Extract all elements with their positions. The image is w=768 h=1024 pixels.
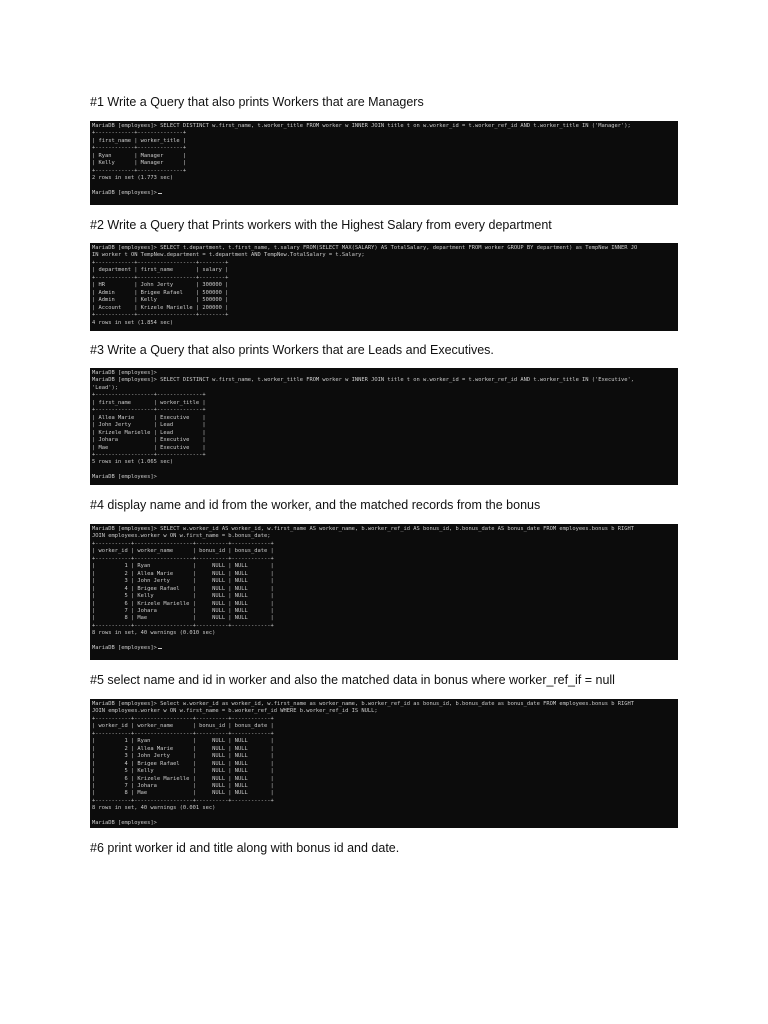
terminal-line: | Account | Krizele Marielle | 200000 | [92,304,229,311]
terminal-line: | 3 | John Jerty | NULL | NULL | [92,578,274,585]
terminal-line: MariaDB [employees]> SELECT DISTINCT w.first_name, t.worker_title FROM worker w INNER JOIN title t on w.worker_id = t.worker_ref_id AND t.worker_title IN ('Manager'); [92,123,631,129]
terminal-line: | 2 | Allea Marie | NULL | NULL | [92,745,274,752]
terminal-line: JOIN employees.worker w ON w.first_name = b.bonus_date; [92,533,271,540]
terminal-line: | Kelly | Manager | [92,160,187,167]
terminal-line: +------------+------------------+--------+ [92,312,229,319]
terminal-line: 5 rows in set (1.065 sec) [92,459,174,466]
terminal-line: | Admin | Kelly | 500000 | [92,297,229,304]
terminal-line: | 4 | Brigee Rafael | NULL | NULL | [92,585,274,592]
section-5-terminal-screenshot [90,699,678,828]
terminal-line: | 5 | Kelly | NULL | NULL | [92,768,274,775]
terminal-line: | worker_id | worker_name | bonus_id | bonus_date | [92,548,274,555]
terminal-line: MariaDB [employees]> [92,474,157,481]
terminal-line: MariaDB [employees]> [92,645,676,652]
terminal-line [92,813,676,820]
terminal-line: 'Lead'); [92,384,118,391]
terminal-line: IN worker t ON TempNew.department = t.department AND TempNew.TotalSalary = t.Salary; [92,252,365,259]
terminal-line: +-----------+------------------+----------+------------+ [92,555,274,562]
terminal-line: | Admin | Brigee Rafael | 500000 | [92,289,229,296]
terminal-line: +-----------+------------------+----------+------------+ [92,797,274,804]
terminal-line: | 6 | Krizele Marielle | NULL | NULL | [92,775,274,782]
terminal-line [92,183,676,190]
section-3-heading: #3 Write a Query that also prints Workers that are Leads and Executives. [90,343,494,357]
section-4-heading: #4 display name and id from the worker, and the matched records from the bonus [90,498,541,512]
section-3-terminal-screenshot [90,368,678,485]
terminal-line [92,467,676,474]
terminal-line: MariaDB [employees]> SELECT DISTINCT w.first_name, t.worker_title FROM worker w INNER JOIN title t on w.worker_id = t.worker_ref_id AND t.worker_title IN ('Executive', [92,377,634,384]
terminal-line: 4 rows in set (1.854 sec) [92,319,174,326]
terminal-line: | Johara | Executive | [92,437,206,444]
terminal-line: | Ryan | Manager | [92,152,187,159]
terminal-line: +------------+--------------+ [92,145,187,152]
terminal-line: | 8 | Mae | NULL | NULL | [92,615,274,622]
section-2-heading: #2 Write a Query that Prints workers with the Highest Salary from every department [90,218,552,232]
terminal-line: | 2 | Allea Marie | NULL | NULL | [92,570,274,577]
terminal-line [92,638,676,645]
terminal-line: 8 rows in set, 40 warnings (0.010 sec) [92,630,216,637]
terminal-line: | 7 | Johara | NULL | NULL | [92,782,274,789]
terminal-line: | first_name | worker_title | [92,137,187,144]
section-6-heading: #6 print worker id and title along with bonus id and date. [90,841,400,855]
terminal-line: | 6 | Krizele Marielle | NULL | NULL | [92,600,274,607]
terminal-line: | 5 | Kelly | NULL | NULL | [92,593,274,600]
terminal-line: | Krizele Marielle | Lead | [92,429,206,436]
terminal-line: +------------+--------------+ [92,130,187,137]
terminal-line: MariaDB [employees]> [92,190,676,197]
terminal-line: +------------+--------------+ [92,167,187,174]
terminal-line: +------------------+--------------+ [92,392,206,399]
terminal-line: 8 rows in set, 40 warnings (0.001 sec) [92,805,216,812]
terminal-line: +------------------+--------------+ [92,451,206,458]
terminal-line: | 7 | Johara | NULL | NULL | [92,607,274,614]
terminal-line: | 3 | John Jerty | NULL | NULL | [92,753,274,760]
terminal-line: JOIN employees.worker w ON w.first_name = b.worker_ref_id WHERE b.worker_ref_id IS NULL; [92,708,378,715]
terminal-line: | 1 | Ryan | NULL | NULL | [92,563,274,570]
section-2-terminal-screenshot [90,243,678,331]
terminal-line: | department | first_name | salary | [92,267,229,274]
terminal-line: | 8 | Mae | NULL | NULL | [92,790,274,797]
terminal-line: | Allea Marie | Executive | [92,414,206,421]
terminal-line: | 4 | Brigee Rafael | NULL | NULL | [92,760,274,767]
terminal-line: MariaDB [employees]> Select w.worker_id as worker_id, w.first_name as worker_name, b.worker_ref_id as bonus_id, b.bonus_date as bonus_date FROM employees.bonus b RIGHT [92,701,634,707]
terminal-line: | worker_id | worker_name | bonus_id | bonus_date | [92,723,274,730]
terminal-line: | first_name | worker_title | [92,399,206,406]
section-4-terminal-screenshot [90,524,678,660]
terminal-cursor [158,648,162,649]
terminal-line: | John Jerty | Lead | [92,422,206,429]
section-5-heading: #5 select name and id in worker and also the matched data in bonus where worker_ref_if = null [90,673,615,687]
terminal-line: +------------+------------------+--------+ [92,259,229,266]
section-1-terminal-screenshot [90,121,678,205]
terminal-line: MariaDB [employees]> SELECT w.worker_id AS worker_id, w.first_name AS worker_name, b.worker_ref_id AS bonus_id, b.bonus_date AS bonus_date FROM employees.bonus b RIGHT [92,526,634,532]
terminal-line: MariaDB [employees]> [92,820,157,827]
terminal-line: | 1 | Ryan | NULL | NULL | [92,738,274,745]
terminal-line: MariaDB [employees]> [92,370,157,376]
section-1-heading: #1 Write a Query that also prints Workers that are Managers [90,95,424,109]
terminal-line: +-----------+------------------+----------+------------+ [92,540,274,547]
terminal-cursor [158,193,162,194]
terminal-line: +-----------+------------------+----------+------------+ [92,730,274,737]
terminal-line: | HR | John Jerty | 300000 | [92,282,229,289]
terminal-line: | Mae | Executive | [92,444,206,451]
terminal-line: MariaDB [employees]> SELECT t.department, t.first_name, t.salary FROM(SELECT MAX(SALARY) AS TotalSalary, department FROM worker GROUP BY department) as TempNew INNER JO [92,245,638,251]
terminal-line: 2 rows in set (1.773 sec) [92,175,174,182]
terminal-line: +-----------+------------------+----------+------------+ [92,622,274,629]
terminal-line: +------------+------------------+--------+ [92,274,229,281]
terminal-line: +-----------+------------------+----------+------------+ [92,715,274,722]
terminal-line: +------------------+--------------+ [92,407,206,414]
